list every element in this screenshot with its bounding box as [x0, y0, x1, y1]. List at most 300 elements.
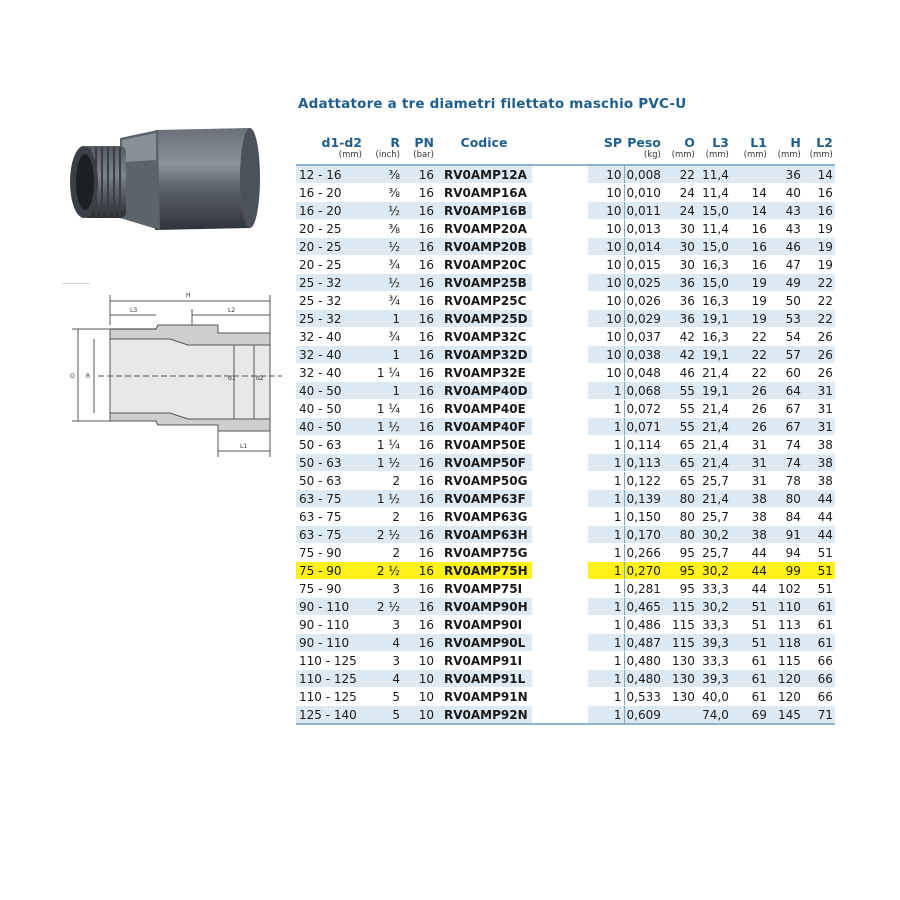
cell-d1d2: 75 - 90 — [296, 580, 364, 598]
cell-pn: 16 — [402, 472, 436, 490]
cell-r: 1 ½ — [364, 490, 402, 508]
cell-codice: RV0AMP32E — [436, 364, 532, 382]
cell-peso: 0,266 — [624, 544, 663, 562]
cell-peso: 0,281 — [624, 580, 663, 598]
cell-l3: 74,0 — [697, 706, 731, 725]
col-o: O — [684, 134, 695, 150]
unit: (mm) — [731, 150, 769, 165]
cell-codice: RV0AMP63G — [436, 508, 532, 526]
cell-r: 1 ¼ — [364, 436, 402, 454]
cell-sp: 1 — [588, 436, 624, 454]
cell-pn: 16 — [402, 418, 436, 436]
cell-pn: 16 — [402, 400, 436, 418]
cell-pn: 16 — [402, 508, 436, 526]
cell-peso: 0,480 — [624, 652, 663, 670]
cell-codice: RV0AMP91N — [436, 688, 532, 706]
cell-l1: 31 — [731, 454, 769, 472]
cell-h: 118 — [769, 634, 803, 652]
cell-pn: 16 — [402, 580, 436, 598]
unit: (kg) — [624, 150, 663, 165]
cell-r: 2 — [364, 472, 402, 490]
cell-codice: RV0AMP25B — [436, 274, 532, 292]
cell-d1d2: 75 - 90 — [296, 544, 364, 562]
cell-peso: 0,008 — [624, 165, 663, 184]
cell-l1: 22 — [731, 364, 769, 382]
cell-pn: 10 — [402, 688, 436, 706]
cell-o: 130 — [663, 670, 697, 688]
cell-l1: 44 — [731, 580, 769, 598]
cell-codice: RV0AMP75I — [436, 580, 532, 598]
cell-l2: 16 — [803, 202, 835, 220]
cell-codice: RV0AMP40E — [436, 400, 532, 418]
cell-d1d2: 125 - 140 — [296, 706, 364, 725]
cell-l2: 22 — [803, 274, 835, 292]
cell-l3: 19,1 — [697, 382, 731, 400]
cell-peso: 0,533 — [624, 688, 663, 706]
cell-peso: 0,038 — [624, 346, 663, 364]
cell-peso: 0,014 — [624, 238, 663, 256]
col-r: R — [390, 134, 400, 150]
cell-sp: 10 — [588, 238, 624, 256]
table-row — [296, 616, 835, 634]
cell-o: 65 — [663, 454, 697, 472]
label-h: H — [186, 292, 191, 299]
cell-pn: 16 — [402, 436, 436, 454]
cell-pn: 16 — [402, 292, 436, 310]
cell-pn: 10 — [402, 670, 436, 688]
cell-o: 130 — [663, 652, 697, 670]
cell-l2: 22 — [803, 310, 835, 328]
cell-l1: 38 — [731, 526, 769, 544]
cell-o: 36 — [663, 310, 697, 328]
cell-sp: 1 — [588, 580, 624, 598]
label-l3: L3 — [130, 307, 138, 314]
cell-sp: 10 — [588, 256, 624, 274]
cell-o: 22 — [663, 165, 697, 184]
table-row — [296, 256, 835, 274]
table-row — [296, 580, 835, 598]
cell-codice: RV0AMP91L — [436, 670, 532, 688]
cell-peso: 0,025 — [624, 274, 663, 292]
cell-codice: RV0AMP90L — [436, 634, 532, 652]
cell-l1: 38 — [731, 490, 769, 508]
cell-r: ⅜ — [364, 220, 402, 238]
cell-o: 30 — [663, 238, 697, 256]
cell-peso: 0,465 — [624, 598, 663, 616]
cell-l3: 15,0 — [697, 238, 731, 256]
cell-d1d2: 110 - 125 — [296, 688, 364, 706]
cell-o: 55 — [663, 382, 697, 400]
cell-pn: 16 — [402, 598, 436, 616]
cell-l1: 38 — [731, 508, 769, 526]
label-l2: L2 — [228, 307, 236, 314]
cell-l2: 51 — [803, 544, 835, 562]
cell-o: 95 — [663, 544, 697, 562]
cell-d1d2: 50 - 63 — [296, 436, 364, 454]
cell-l2: 38 — [803, 454, 835, 472]
cell-o — [663, 706, 697, 725]
cell-h: 47 — [769, 256, 803, 274]
cell-l1: 26 — [731, 418, 769, 436]
table-row — [296, 544, 835, 562]
cell-peso: 0,013 — [624, 220, 663, 238]
cell-l1 — [731, 165, 769, 184]
table-row — [296, 184, 835, 202]
cell-pn: 10 — [402, 706, 436, 725]
cell-l2: 19 — [803, 256, 835, 274]
cell-o: 36 — [663, 292, 697, 310]
cell-codice: RV0AMP91I — [436, 652, 532, 670]
cell-d1d2: 12 - 16 — [296, 165, 364, 184]
cell-o: 80 — [663, 508, 697, 526]
table-row — [296, 598, 835, 616]
cell-l2: 44 — [803, 526, 835, 544]
cell-r: 2 ½ — [364, 598, 402, 616]
cell-h: 67 — [769, 400, 803, 418]
cell-l1: 51 — [731, 598, 769, 616]
cell-peso: 0,068 — [624, 382, 663, 400]
cell-codice: RV0AMP50F — [436, 454, 532, 472]
cell-codice: RV0AMP12A — [436, 165, 532, 184]
cell-l1: 31 — [731, 472, 769, 490]
unit: (mm) — [296, 150, 364, 165]
cell-peso: 0,029 — [624, 310, 663, 328]
cell-d1d2: 20 - 25 — [296, 238, 364, 256]
cell-pn: 16 — [402, 202, 436, 220]
table-row — [296, 346, 835, 364]
cell-sp: 1 — [588, 508, 624, 526]
col-pn: PN — [414, 134, 434, 150]
table-row — [296, 238, 835, 256]
cell-l3: 33,3 — [697, 580, 731, 598]
cell-l1: 14 — [731, 202, 769, 220]
cell-r: ¾ — [364, 256, 402, 274]
cell-l2: 51 — [803, 562, 835, 580]
cell-l2: 26 — [803, 328, 835, 346]
cell-h: 57 — [769, 346, 803, 364]
cell-h: 74 — [769, 454, 803, 472]
unit: (inch) — [364, 150, 402, 165]
cell-d1d2: 63 - 75 — [296, 526, 364, 544]
cell-codice: RV0AMP63F — [436, 490, 532, 508]
cell-pn: 16 — [402, 238, 436, 256]
cell-l2: 19 — [803, 238, 835, 256]
cell-r: 2 ½ — [364, 526, 402, 544]
cell-l1: 61 — [731, 670, 769, 688]
cell-l2: 51 — [803, 580, 835, 598]
cell-peso: 0,072 — [624, 400, 663, 418]
cell-h: 67 — [769, 418, 803, 436]
cell-codice: RV0AMP20C — [436, 256, 532, 274]
cell-r: 1 — [364, 346, 402, 364]
cell-h: 74 — [769, 436, 803, 454]
cell-l1: 44 — [731, 544, 769, 562]
col-l2: L2 — [816, 134, 833, 150]
unit: (mm) — [697, 150, 731, 165]
table-row — [296, 706, 835, 725]
cell-peso: 0,010 — [624, 184, 663, 202]
cell-o: 36 — [663, 274, 697, 292]
cell-l1: 16 — [731, 256, 769, 274]
cell-l3: 21,4 — [697, 454, 731, 472]
cell-h: 54 — [769, 328, 803, 346]
cell-l1: 69 — [731, 706, 769, 725]
cell-l1: 16 — [731, 238, 769, 256]
cell-l2: 66 — [803, 670, 835, 688]
cell-pn: 16 — [402, 382, 436, 400]
cell-l3: 19,1 — [697, 310, 731, 328]
cell-sp: 1 — [588, 688, 624, 706]
table-row — [296, 454, 835, 472]
cell-r: 1 ¼ — [364, 364, 402, 382]
header-row — [296, 134, 835, 150]
cell-sp: 1 — [588, 616, 624, 634]
cell-h: 80 — [769, 490, 803, 508]
cell-d1d2: 32 - 40 — [296, 328, 364, 346]
cell-pn: 16 — [402, 346, 436, 364]
cell-d1d2: 32 - 40 — [296, 346, 364, 364]
cell-l3: 15,0 — [697, 202, 731, 220]
cell-r: 5 — [364, 688, 402, 706]
cell-pn: 16 — [402, 544, 436, 562]
table-row — [296, 688, 835, 706]
cell-r: ⅜ — [364, 165, 402, 184]
cell-h: 115 — [769, 652, 803, 670]
cell-sp: 10 — [588, 310, 624, 328]
col-h: H — [790, 134, 801, 150]
cell-h: 120 — [769, 688, 803, 706]
cell-d1d2: 50 - 63 — [296, 472, 364, 490]
cell-l3: 21,4 — [697, 436, 731, 454]
cell-r: 1 — [364, 382, 402, 400]
unit: (mm) — [663, 150, 697, 165]
cell-r: 5 — [364, 706, 402, 725]
cell-codice: RV0AMP32C — [436, 328, 532, 346]
cell-peso: 0,609 — [624, 706, 663, 725]
cell-l2: 61 — [803, 634, 835, 652]
cell-l3: 21,4 — [697, 400, 731, 418]
cell-h: 43 — [769, 202, 803, 220]
cell-r: 2 ½ — [364, 562, 402, 580]
cell-pn: 16 — [402, 184, 436, 202]
cell-r: ¾ — [364, 292, 402, 310]
cell-r: 3 — [364, 580, 402, 598]
cell-d1d2: 16 - 20 — [296, 202, 364, 220]
cell-o: 55 — [663, 400, 697, 418]
cell-l1: 51 — [731, 616, 769, 634]
cell-l1: 51 — [731, 634, 769, 652]
cell-sp: 10 — [588, 274, 624, 292]
table-row — [296, 472, 835, 490]
cell-l3: 39,3 — [697, 634, 731, 652]
cell-l3: 11,4 — [697, 184, 731, 202]
cell-l2: 61 — [803, 598, 835, 616]
cell-o: 55 — [663, 418, 697, 436]
cell-o: 24 — [663, 202, 697, 220]
cell-peso: 0,150 — [624, 508, 663, 526]
cell-l3: 33,3 — [697, 616, 731, 634]
table-row — [296, 274, 835, 292]
cell-sp: 10 — [588, 165, 624, 184]
cell-sp: 10 — [588, 364, 624, 382]
cell-sp: 10 — [588, 202, 624, 220]
cell-peso: 0,113 — [624, 454, 663, 472]
cell-codice: RV0AMP16A — [436, 184, 532, 202]
cell-r: 1 ½ — [364, 454, 402, 472]
product-photo — [60, 100, 270, 270]
table-row — [296, 382, 835, 400]
cell-l2: 71 — [803, 706, 835, 725]
cell-peso: 0,480 — [624, 670, 663, 688]
cell-l3: 39,3 — [697, 670, 731, 688]
table-row — [296, 418, 835, 436]
cell-h: 110 — [769, 598, 803, 616]
cell-h: 102 — [769, 580, 803, 598]
cell-h: 91 — [769, 526, 803, 544]
cell-d1d2: 40 - 50 — [296, 418, 364, 436]
cell-d1d2: 110 - 125 — [296, 652, 364, 670]
cell-sp: 1 — [588, 382, 624, 400]
cell-peso: 0,114 — [624, 436, 663, 454]
cell-l3: 11,4 — [697, 165, 731, 184]
cell-h: 113 — [769, 616, 803, 634]
col-l3: L3 — [712, 134, 729, 150]
cell-l1: 19 — [731, 310, 769, 328]
cell-codice: RV0AMP92N — [436, 706, 532, 725]
cell-l3: 16,3 — [697, 256, 731, 274]
cell-l1: 26 — [731, 400, 769, 418]
table-row — [296, 364, 835, 382]
cell-l3: 16,3 — [697, 328, 731, 346]
cell-sp: 1 — [588, 544, 624, 562]
cell-r: ½ — [364, 274, 402, 292]
table-row — [296, 328, 835, 346]
cell-sp: 1 — [588, 634, 624, 652]
cell-l2: 26 — [803, 364, 835, 382]
cell-r: 2 — [364, 508, 402, 526]
table-row — [296, 292, 835, 310]
unit: (mm) — [769, 150, 803, 165]
cell-sp: 1 — [588, 490, 624, 508]
cell-r: ⅜ — [364, 184, 402, 202]
cell-d1d2: 63 - 75 — [296, 490, 364, 508]
cell-l2: 66 — [803, 652, 835, 670]
cell-o: 42 — [663, 328, 697, 346]
cell-l3: 21,4 — [697, 418, 731, 436]
label-d1: d1 — [228, 375, 236, 382]
cell-sp: 1 — [588, 454, 624, 472]
cell-r: 4 — [364, 670, 402, 688]
cell-h: 43 — [769, 220, 803, 238]
cell-sp: 1 — [588, 472, 624, 490]
cell-o: 95 — [663, 562, 697, 580]
cell-l1: 16 — [731, 220, 769, 238]
cell-h: 49 — [769, 274, 803, 292]
cell-codice: RV0AMP50G — [436, 472, 532, 490]
cell-l3: 21,4 — [697, 364, 731, 382]
cell-h: 84 — [769, 508, 803, 526]
cell-h: 50 — [769, 292, 803, 310]
cell-d1d2: 20 - 25 — [296, 220, 364, 238]
cell-codice: RV0AMP40D — [436, 382, 532, 400]
cell-codice: RV0AMP63H — [436, 526, 532, 544]
cell-h: 40 — [769, 184, 803, 202]
cell-l3: 25,7 — [697, 472, 731, 490]
cell-l2: 22 — [803, 292, 835, 310]
cell-l1: 26 — [731, 382, 769, 400]
page-title: Adattatore a tre diametri filettato maschio PVC-U — [298, 96, 687, 112]
units-row — [296, 150, 835, 165]
cell-peso: 0,071 — [624, 418, 663, 436]
cell-o: 130 — [663, 688, 697, 706]
cell-d1d2: 20 - 25 — [296, 256, 364, 274]
table-row — [296, 562, 835, 580]
cell-sp: 10 — [588, 346, 624, 364]
cell-pn: 16 — [402, 256, 436, 274]
col-peso: Peso — [627, 134, 661, 150]
cell-l3: 15,0 — [697, 274, 731, 292]
cell-codice: RV0AMP75H — [436, 562, 532, 580]
table-row — [296, 165, 835, 184]
cell-h: 78 — [769, 472, 803, 490]
cell-codice: RV0AMP90H — [436, 598, 532, 616]
cell-r: 1 ¼ — [364, 400, 402, 418]
cell-d1d2: 40 - 50 — [296, 382, 364, 400]
label-l1: L1 — [240, 443, 248, 450]
cell-d1d2: 90 - 110 — [296, 616, 364, 634]
cell-l2: 38 — [803, 472, 835, 490]
cell-l3: 30,2 — [697, 562, 731, 580]
cell-pn: 16 — [402, 454, 436, 472]
label-d2: d2 — [256, 375, 264, 382]
table-row — [296, 400, 835, 418]
table-row — [296, 634, 835, 652]
cell-pn: 16 — [402, 165, 436, 184]
cell-pn: 16 — [402, 220, 436, 238]
cell-r: 1 — [364, 310, 402, 328]
table-row — [296, 436, 835, 454]
cell-r: 3 — [364, 652, 402, 670]
cell-h: 64 — [769, 382, 803, 400]
cell-l3: 21,4 — [697, 490, 731, 508]
cell-r: ½ — [364, 202, 402, 220]
cell-peso: 0,015 — [624, 256, 663, 274]
cell-l1: 19 — [731, 274, 769, 292]
cell-codice: RV0AMP90I — [436, 616, 532, 634]
col-sp: SP — [603, 134, 622, 150]
cell-d1d2: 90 - 110 — [296, 634, 364, 652]
table-row — [296, 490, 835, 508]
cell-l3: 30,2 — [697, 526, 731, 544]
cell-l3: 33,3 — [697, 652, 731, 670]
unit — [588, 150, 624, 165]
cell-l2: 14 — [803, 165, 835, 184]
cell-o: 115 — [663, 616, 697, 634]
cell-pn: 16 — [402, 562, 436, 580]
unit: (bar) — [402, 150, 436, 165]
cell-o: 65 — [663, 436, 697, 454]
cell-l1: 22 — [731, 328, 769, 346]
cell-peso: 0,270 — [624, 562, 663, 580]
cell-peso: 0,122 — [624, 472, 663, 490]
cell-r: ½ — [364, 238, 402, 256]
cell-l2: 26 — [803, 346, 835, 364]
cell-sp: 1 — [588, 562, 624, 580]
cell-h: 99 — [769, 562, 803, 580]
cell-o: 95 — [663, 580, 697, 598]
cell-peso: 0,139 — [624, 490, 663, 508]
cell-pn: 16 — [402, 364, 436, 382]
